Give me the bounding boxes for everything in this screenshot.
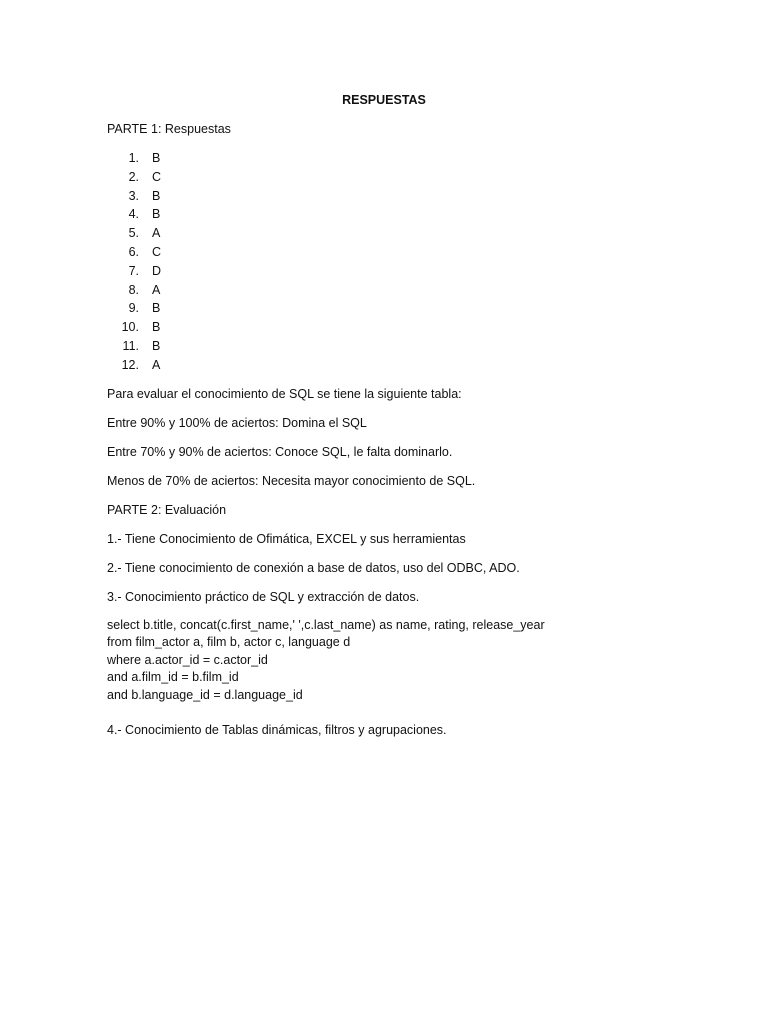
- list-item-answer: B: [152, 338, 161, 353]
- list-item-answer: B: [152, 207, 161, 222]
- list-item-answer: A: [152, 282, 161, 297]
- list-item: [107, 205, 161, 224]
- list-item-answer: B: [152, 301, 161, 316]
- answer-list: [107, 149, 162, 375]
- evaluation-item-1: 1.- Tiene Conocimiento de Ofimática, EXCEL y sus herramientas: [107, 532, 466, 546]
- evaluation-item-3: 3.- Conocimiento práctico de SQL y extracción de datos.: [107, 590, 420, 604]
- list-item-number: 12.: [121, 357, 139, 372]
- score-range-1: Entre 90% y 100% de aciertos: Domina el SQL: [107, 416, 367, 430]
- sql-line: where a.actor_id = c.actor_id: [107, 652, 268, 667]
- sql-query-block: [107, 617, 545, 704]
- sql-line: select b.title, concat(c.first_name,' ',c.last_name) as name, rating, release_year: [107, 618, 545, 632]
- list-item: [107, 337, 161, 356]
- sql-line: and a.film_id = b.film_id: [107, 670, 239, 685]
- list-item: [107, 187, 161, 206]
- list-item-number: 1.: [128, 151, 139, 165]
- list-item-number: 4.: [128, 207, 139, 222]
- evaluation-item-4: 4.- Conocimiento de Tablas dinámicas, filtros y agrupaciones.: [107, 723, 447, 737]
- score-range-3: Menos de 70% de aciertos: Necesita mayor conocimiento de SQL.: [107, 474, 476, 488]
- list-item-answer: A: [152, 357, 161, 372]
- list-item-number: 11.: [122, 338, 139, 353]
- list-item: [107, 224, 161, 243]
- list-item: [107, 281, 161, 300]
- part1-heading: PARTE 1: Respuestas: [107, 122, 231, 136]
- list-item-number: 7.: [128, 263, 139, 278]
- list-item-number: 9.: [128, 301, 139, 316]
- list-item: [107, 262, 162, 281]
- list-item-answer: D: [152, 263, 162, 278]
- list-item-number: 10.: [121, 320, 139, 335]
- list-item: [107, 299, 161, 318]
- list-item-answer: B: [152, 188, 161, 203]
- list-item: [107, 149, 161, 168]
- list-item-answer: B: [152, 151, 161, 165]
- list-item: [107, 168, 162, 187]
- list-item-number: 3.: [128, 188, 139, 203]
- evaluation-intro: Para evaluar el conocimiento de SQL se tiene la siguiente tabla:: [107, 387, 462, 401]
- document-title: RESPUESTAS: [342, 93, 426, 107]
- list-item: [107, 243, 162, 262]
- part2-heading: PARTE 2: Evaluación: [107, 503, 227, 517]
- list-item-answer: B: [152, 320, 161, 335]
- sql-line: and b.language_id = d.language_id: [107, 687, 303, 702]
- list-item-number: 8.: [128, 282, 139, 297]
- list-item-number: 2.: [128, 169, 139, 184]
- list-item-answer: C: [152, 244, 162, 259]
- list-item-number: 5.: [128, 226, 139, 241]
- evaluation-item-2: 2.- Tiene conocimiento de conexión a base de datos, uso del ODBC, ADO.: [107, 561, 520, 575]
- sql-line: from film_actor a, film b, actor c, language d: [107, 635, 351, 650]
- list-item-answer: A: [152, 226, 161, 241]
- score-range-2: Entre 70% y 90% de aciertos: Conoce SQL, le falta dominarlo.: [107, 445, 453, 459]
- list-item-answer: C: [152, 169, 162, 184]
- list-item: [107, 356, 161, 375]
- list-item: [107, 318, 161, 337]
- list-item-number: 6.: [128, 244, 139, 259]
